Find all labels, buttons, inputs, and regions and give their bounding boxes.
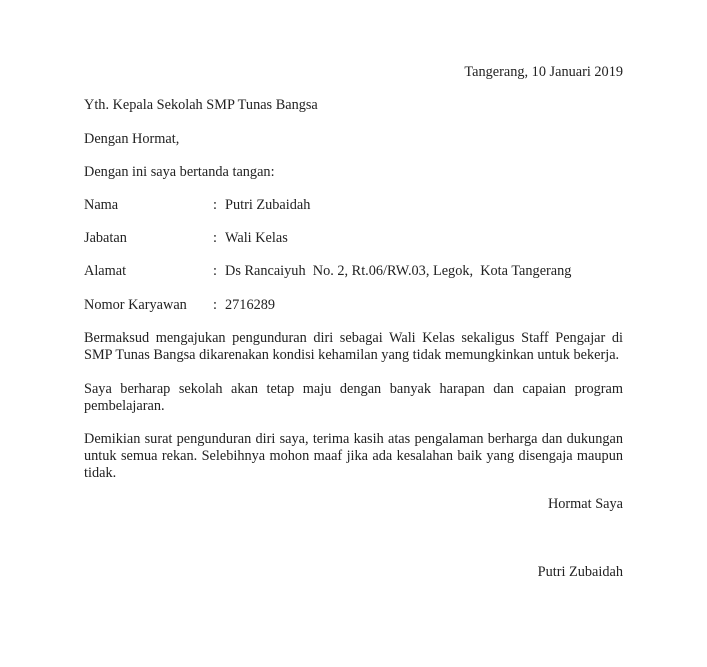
paragraph-line: tidak. [84,465,117,481]
field-colon: : [213,263,217,279]
closing-salutation: Hormat Saya [547,496,623,512]
field-value: Putri Zubaidah [225,197,311,213]
paragraph-line: Saya berharap sekolah akan tetap maju dengan banyak harapan dan capaian program [84,381,623,397]
field-colon: : [213,197,217,213]
place-date: Tangerang, 10 Januari 2019 [464,64,623,80]
field-colon: : [213,297,217,313]
field-label: Nama [84,197,119,213]
paragraph-hope [84,381,623,415]
recipient: Yth. Kepala Sekolah SMP Tunas Bangsa [84,97,318,113]
field-value: Wali Kelas [225,230,288,246]
signature-name: Putri Zubaidah [537,564,623,580]
paragraph-line: Bermaksud mengajukan pengunduran diri sebagai Wali Kelas sekaligus Staff Pengajar di [84,330,623,346]
greeting: Dengan Hormat, [84,131,180,147]
paragraph-line: pembelajaran. [84,398,165,414]
field-colon: : [213,230,217,246]
paragraph-line: SMP Tunas Bangsa dikarenakan kondisi kehamilan yang tidak memungkinkan untuk bekerja. [84,347,620,363]
paragraph-resignation [84,330,623,364]
field-label: Alamat [84,263,127,279]
field-label: Nomor Karyawan [84,297,187,313]
paragraph-line: untuk semua rekan. Selebihnya mohon maaf jika ada kesalahan baik yang disengaja maupun [84,448,623,464]
field-value: 2716289 [225,297,276,313]
paragraph-closing [84,431,623,482]
intro-text: Dengan ini saya bertanda tangan: [84,164,275,180]
field-value: Ds Rancaiyuh No. 2, Rt.06/RW.03, Legok, Kota Tangerang [225,263,572,279]
field-label: Jabatan [84,230,127,246]
paragraph-line: Demikian surat pengunduran diri saya, terima kasih atas pengalaman berharga dan dukungan [84,431,623,447]
